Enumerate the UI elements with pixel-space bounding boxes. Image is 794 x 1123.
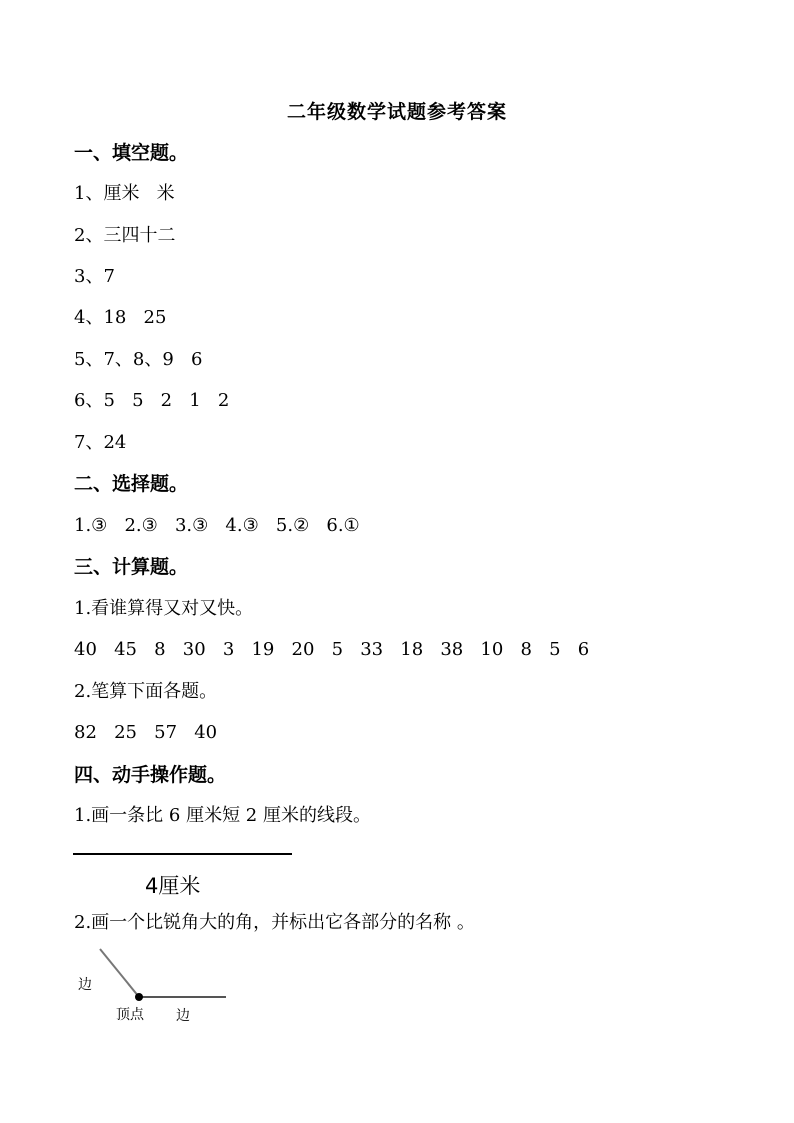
calc-question-2: 2.笔算下面各题。 <box>74 681 218 702</box>
section2-heading: 二、选择题。 <box>74 473 189 495</box>
section4-heading: 四、动手操作题。 <box>74 764 227 786</box>
calc-question-1: 1.看谁算得又对又快。 <box>74 598 254 619</box>
calc-answers-2: 82 25 57 40 <box>74 722 218 743</box>
drawing-question-1: 1.画一条比 6 厘米短 2 厘米的线段。 <box>74 805 371 826</box>
fill-answer-2: 2、三四十二 <box>74 225 176 246</box>
vertex-label: 顶点 <box>116 1007 144 1023</box>
fill-answer-6: 6、5 5 2 1 2 <box>74 390 230 411</box>
angle-upper-side <box>100 949 139 997</box>
side-lower-label: 边 <box>176 1008 190 1024</box>
drawing-question-2: 2.画一个比锐角大的角，并标出它各部分的名称 。 <box>74 912 475 933</box>
calc-answers-1: 40 45 8 30 3 19 20 5 33 18 38 10 8 5 6 <box>74 639 590 660</box>
fill-answer-7: 7、24 <box>74 432 127 453</box>
fill-answer-5: 5、7、8、9 6 <box>74 349 203 370</box>
fill-answer-1: 1、厘米 米 <box>74 183 175 204</box>
choice-answers: 1.③ 2.③ 3.③ 4.③ 5.② 6.① <box>74 515 360 536</box>
angle-diagram <box>70 943 240 1028</box>
angle-vertex-dot <box>135 993 143 1001</box>
line-segment <box>73 853 292 855</box>
fill-answer-3: 3、7 <box>74 266 115 287</box>
segment-length-label: 4厘米 <box>145 874 201 898</box>
side-upper-label: 边 <box>78 977 92 993</box>
section3-heading: 三、计算题。 <box>74 556 189 578</box>
page-title: 二年级数学试题参考答案 <box>286 101 507 123</box>
fill-answer-4: 4、18 25 <box>74 307 167 328</box>
section1-heading: 一、填空题。 <box>74 142 189 164</box>
